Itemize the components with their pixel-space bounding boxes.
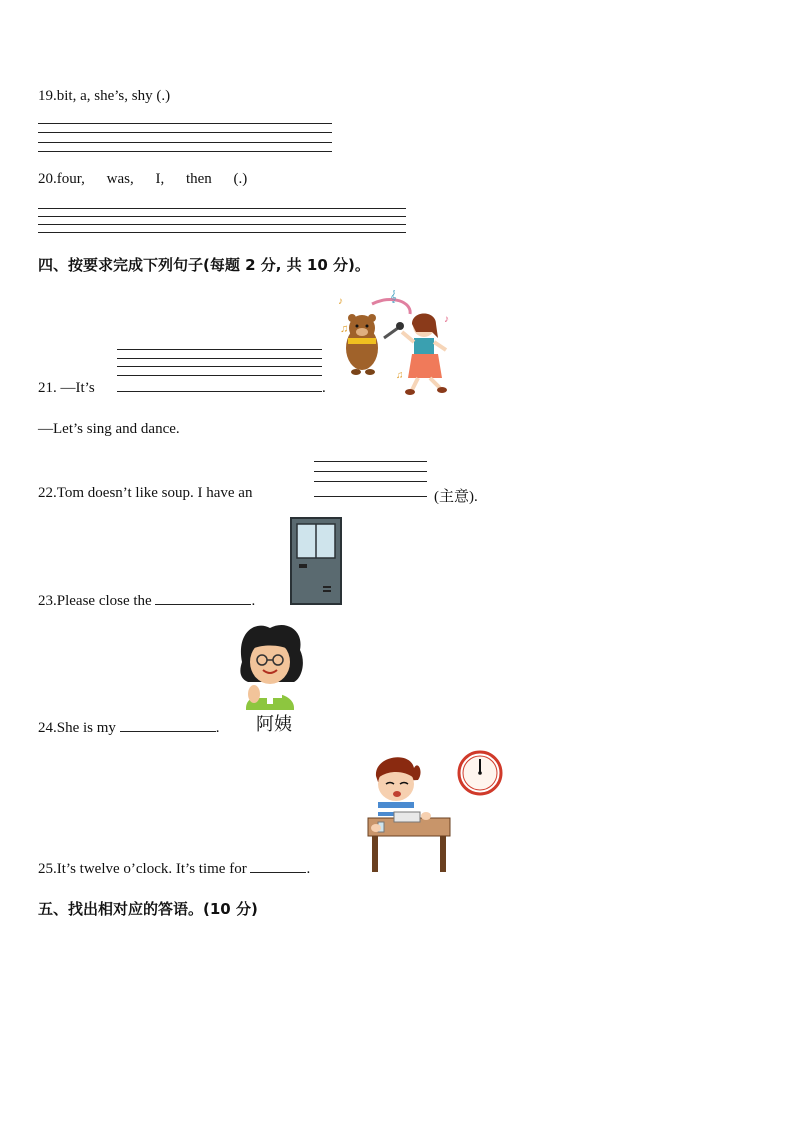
writing-line (314, 496, 427, 497)
word: four, (56, 171, 85, 187)
writing-line (117, 358, 322, 359)
writing-line (38, 132, 332, 133)
word: was, (106, 171, 134, 187)
question-21-period: . (322, 380, 326, 396)
word: (.) (233, 171, 248, 187)
svg-text:♪: ♪ (338, 296, 343, 307)
writing-line (314, 481, 427, 482)
question-19-text: 19.bit, a, she’s, shy (.) (38, 88, 171, 104)
writing-line (38, 208, 406, 209)
writing-line (117, 375, 322, 376)
writing-line (38, 123, 332, 124)
writing-line (314, 471, 427, 472)
answer-blank[interactable] (120, 717, 216, 732)
writing-line (117, 366, 322, 367)
section-4-heading: 四、按要求完成下列句子(每题 2 分, 共 10 分)。 (38, 256, 370, 274)
writing-line (38, 151, 332, 152)
answer-blank[interactable] (155, 590, 251, 605)
svg-text:♫: ♫ (396, 370, 404, 381)
question-21-response: —Let’s sing and dance. (38, 421, 180, 437)
boy-eating-lunch-illustration (364, 752, 454, 874)
writing-line (314, 461, 427, 462)
question-22-hint: (主意). (434, 489, 478, 505)
section-5-heading: 五、找出相对应的答语。(10 分) (38, 900, 258, 918)
word: I, (155, 171, 165, 187)
svg-text:♪: ♪ (444, 314, 449, 325)
question-24-text (38, 717, 219, 737)
question-24-prompt: 24.She is my (38, 720, 116, 736)
writing-line (117, 391, 322, 392)
aunt-illustration (236, 622, 316, 734)
question-21-prompt: 21. —It’s (38, 380, 95, 396)
question-25-period: . (306, 861, 311, 877)
aunt-caption: 阿姨 (256, 714, 292, 735)
question-23-period: . (251, 593, 256, 609)
answer-blank[interactable] (250, 858, 306, 873)
svg-text:♫: ♫ (340, 323, 349, 335)
door-illustration (291, 518, 341, 604)
singing-dancing-illustration (332, 292, 462, 396)
question-25-prompt: 25.It’s twelve o’clock. It’s time for (38, 861, 247, 877)
question-22-prompt: 22.Tom doesn’t like soup. I have an (38, 485, 253, 501)
question-24-period: . (215, 720, 220, 736)
question-number: 20. (38, 171, 57, 187)
svg-text:𝄞: 𝄞 (390, 291, 397, 303)
clock-icon (457, 750, 503, 796)
writing-line (38, 216, 406, 217)
question-25-text (38, 858, 310, 878)
writing-line (117, 349, 322, 350)
question-23-prompt: 23.Please close the (38, 593, 152, 609)
question-20-text (38, 171, 247, 188)
question-23-text (38, 590, 255, 610)
writing-line (38, 232, 406, 233)
writing-line (38, 142, 332, 143)
writing-line (38, 224, 406, 225)
word: then (185, 171, 212, 187)
